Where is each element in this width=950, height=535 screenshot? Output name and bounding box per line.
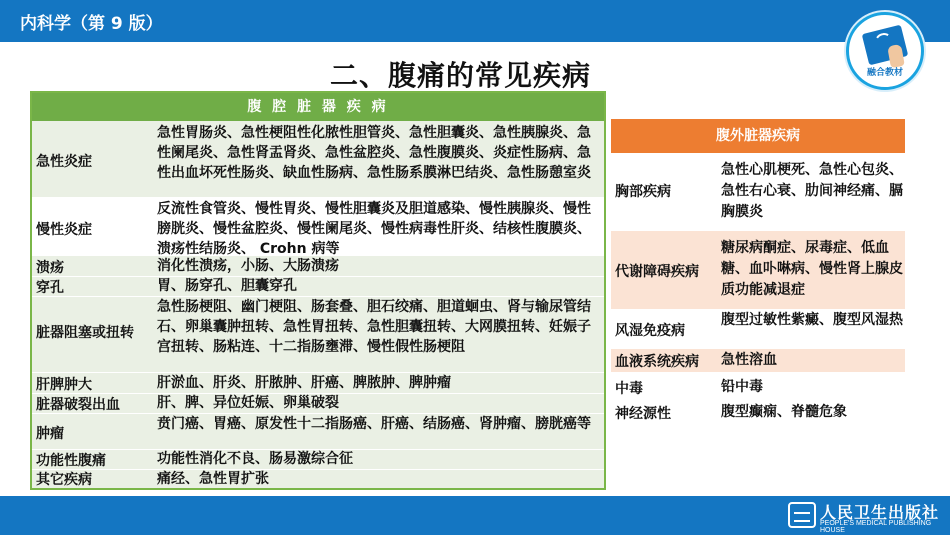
extra-abdominal-table	[611, 119, 905, 430]
row-diseases: 消化性溃疡，小肠、大肠溃疡	[157, 258, 339, 274]
row-diseases: 糖尿病酮症、尿毒症、低血糖、血卟啉病、慢性肾上腺皮质功能减退症	[721, 240, 903, 298]
row-diseases: 铅中毒	[721, 379, 763, 395]
row-category: 脏器破裂出血	[36, 397, 120, 413]
table-row	[32, 296, 604, 372]
row-diseases: 胃、肠穿孔、胆囊穿孔	[157, 278, 297, 294]
row-diseases: 腹型过敏性紫癜、腹型风湿热	[721, 312, 903, 328]
table-row	[611, 349, 905, 372]
table-row	[32, 413, 604, 449]
section-title: 二、腹痛的常见疾病	[330, 59, 592, 92]
row-category: 功能性腹痛	[36, 453, 106, 469]
row-category: 急性炎症	[36, 154, 92, 170]
row-diseases: 急性心肌梗死、急性心包炎、急性右心衰、肋间神经痛、膈胸膜炎	[721, 162, 903, 220]
row-diseases: 功能性消化不良、肠易激综合征	[157, 451, 353, 467]
fusion-textbook-logo	[846, 12, 924, 90]
table-header: 腹 腔 脏 器 疾 病	[32, 93, 604, 121]
intra-abdominal-table	[30, 91, 606, 490]
publisher-name: 人民卫生出版社	[820, 503, 940, 522]
row-diseases: 肝淤血、肝炎、肝脓肿、肝癌、脾脓肿、脾肿瘤	[157, 375, 451, 391]
book-title: 内科学（第 9 版）	[20, 14, 163, 34]
table-row	[32, 197, 604, 255]
row-category: 肝脾肿大	[36, 377, 92, 393]
table-row	[32, 469, 604, 488]
row-category: 风湿免疫病	[615, 323, 685, 339]
row-category: 穿孔	[36, 280, 64, 296]
table-row	[611, 311, 905, 347]
row-category: 慢性炎症	[36, 222, 92, 238]
row-diseases: 急性胃肠炎、急性梗阻性化脓性胆管炎、急性胆囊炎、急性胰腺炎、急性阑尾炎、急性肾盂肾炎、急性盆腔炎、急性腹膜炎、炎症性肠病、急性出血坏死性肠炎、缺血性肠病、急性肠系膜淋巴结炎、急性肠憩室炎	[157, 125, 591, 181]
row-category: 中毒	[615, 381, 643, 397]
table-row	[32, 449, 604, 469]
table-row	[611, 400, 905, 426]
row-diseases: 痛经、急性胃扩张	[157, 471, 269, 487]
row-diseases: 反流性食管炎、慢性胃炎、慢性胆囊炎及胆道感染、慢性胰腺炎、慢性膀胱炎、慢性盆腔炎、慢性阑尾炎、慢性病毒性肝炎、结核性腹膜炎、溃疡性结肠炎、 Crohn 病等	[157, 201, 591, 255]
table-row	[611, 374, 905, 400]
row-category: 胸部疾病	[615, 184, 671, 200]
table-header: 腹外脏器疾病	[611, 119, 905, 153]
row-category: 溃疡	[36, 260, 64, 276]
row-category: 代谢障碍疾病	[615, 264, 699, 280]
table-row	[611, 231, 905, 309]
row-category: 脏器阻塞或扭转	[36, 325, 134, 341]
table-row	[32, 121, 604, 197]
publisher-name-en: PEOPLE'S MEDICAL PUBLISHING HOUSE	[820, 520, 932, 534]
publisher-logo-icon	[788, 502, 816, 528]
table-row	[32, 276, 604, 296]
row-diseases: 急性溶血	[721, 352, 777, 368]
table-row	[32, 372, 604, 393]
table-row	[32, 255, 604, 276]
row-category: 血液系统疾病	[615, 354, 699, 370]
table-row	[32, 393, 604, 413]
table-row	[611, 155, 905, 229]
row-category: 其它疾病	[36, 472, 92, 488]
row-diseases: 肝、脾、异位妊娠、卵巢破裂	[157, 395, 339, 411]
row-diseases: 贲门癌、胃癌、原发性十二指肠癌、肝癌、结肠癌、肾肿瘤、膀胱癌等	[157, 416, 591, 432]
row-diseases: 急性肠梗阻、幽门梗阻、肠套叠、胆石绞痛、胆道蛔虫、肾与输尿管结石、卵巢囊肿扭转、急性胃扭转、急性胆囊扭转、大网膜扭转、妊娠子宫扭转、肠粘连、十二指肠壅滞、慢性假性肠梗阻	[157, 299, 591, 355]
row-diseases: 腹型癫痫、脊髓危象	[721, 404, 847, 420]
row-category: 肿瘤	[36, 426, 64, 442]
logo-text: 融合教材	[866, 68, 903, 78]
row-category: 神经源性	[615, 406, 671, 422]
